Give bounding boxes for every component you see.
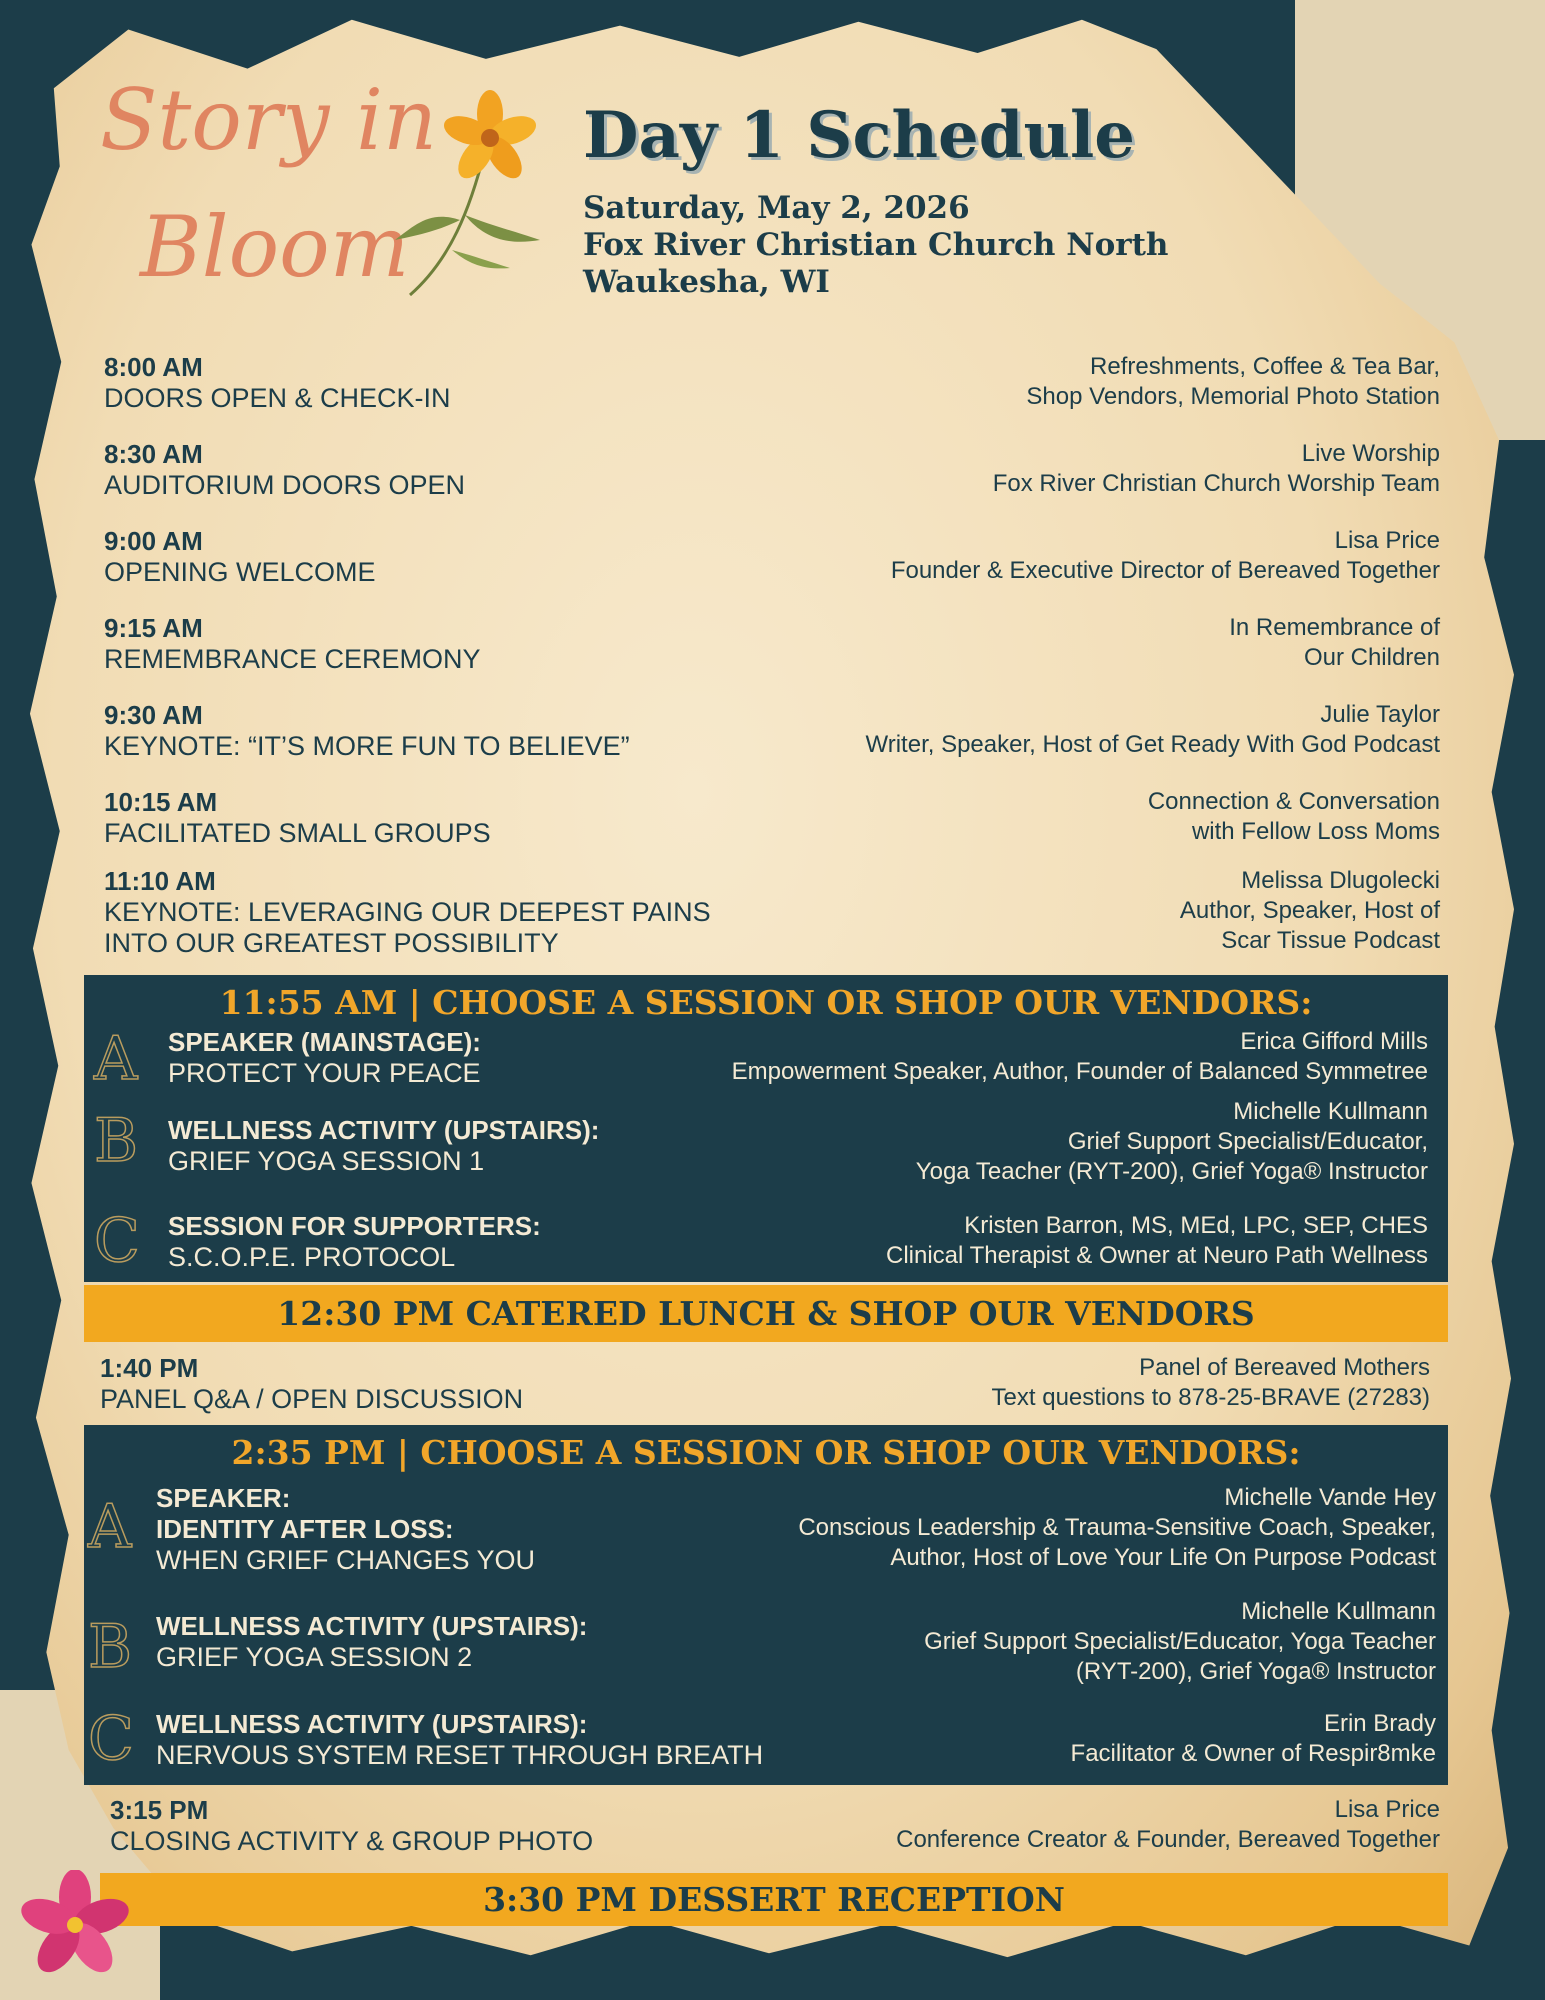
schedule-info: Julie Taylor [1320, 701, 1440, 728]
letter-a-icon: A [88, 1492, 132, 1562]
option-presenter: Grief Support Specialist/Educator, [1067, 1128, 1428, 1155]
option-subtitle: PROTECT YOUR PEACE [168, 1058, 481, 1088]
option-title: SPEAKER (MAINSTAGE): [168, 1027, 481, 1057]
schedule-event: INTO OUR GREATEST POSSIBILITY [104, 928, 559, 958]
option-subtitle: GRIEF YOGA SESSION 1 [168, 1146, 485, 1176]
schedule-time: 8:30 AM [104, 439, 203, 469]
schedule-info: Panel of Bereaved Mothers [1139, 1354, 1430, 1381]
option-subtitle: S.C.O.P.E. PROTOCOL [168, 1242, 456, 1272]
option-presenter: Yoga Teacher (RYT-200), Grief Yoga® Instructor [915, 1158, 1428, 1185]
schedule-event: KEYNOTE: “IT’S MORE FUN TO BELIEVE” [104, 731, 630, 761]
option-presenter: Erica Gifford Mills [1240, 1028, 1428, 1055]
schedule-info: Founder & Executive Director of Bereaved Together [890, 557, 1440, 584]
option-presenter: (RYT-200), Grief Yoga® Instructor [1075, 1658, 1436, 1685]
flower-icon [390, 90, 560, 300]
logo-text-line1: Story in [100, 71, 438, 169]
schedule-event: FACILITATED SMALL GROUPS [104, 818, 491, 848]
schedule-event: CLOSING ACTIVITY & GROUP PHOTO [110, 1826, 594, 1856]
schedule-info: Fox River Christian Church Worship Team [992, 470, 1440, 497]
option-presenter: Kristen Barron, MS, MEd, LPC, SEP, CHES [964, 1212, 1428, 1239]
session-heading: 11:55 AM | CHOOSE A SESSION OR SHOP OUR VENDORS: [219, 983, 1313, 1022]
option-title: WELLNESS ACTIVITY (UPSTAIRS): [156, 1709, 588, 1739]
event-date: Saturday, May 2, 2026 [583, 190, 970, 226]
schedule-info: Connection & Conversation [1147, 788, 1440, 815]
schedule-info: with Fellow Loss Moms [1191, 818, 1440, 845]
option-presenter: Author, Host of Love Your Life On Purpose Podcast [890, 1544, 1436, 1571]
dessert-banner: 3:30 PM DESSERT RECEPTION [100, 1873, 1448, 1926]
option-presenter: Michelle Kullmann [1233, 1098, 1428, 1125]
schedule-time: 3:15 PM [110, 1795, 209, 1825]
session-panel-1 [84, 975, 1448, 1282]
schedule-info: Writer, Speaker, Host of Get Ready With God Podcast [865, 731, 1440, 758]
option-presenter: Michelle Vande Hey [1224, 1484, 1436, 1511]
schedule-info: Lisa Price [1334, 1796, 1440, 1823]
letter-c-icon: C [88, 1704, 134, 1774]
lunch-banner: 12:30 PM CATERED LUNCH & SHOP OUR VENDORS [84, 1285, 1448, 1342]
pink-flower-icon [20, 1870, 130, 1980]
letter-c-icon: C [94, 1206, 140, 1276]
schedule-event: REMEMBRANCE CEREMONY [104, 644, 481, 674]
schedule-event: OPENING WELCOME [104, 557, 376, 587]
schedule-event: AUDITORIUM DOORS OPEN [104, 470, 466, 500]
schedule-time: 9:15 AM [104, 613, 203, 643]
session-panel-2 [84, 1425, 1448, 1785]
schedule-info: Our Children [1303, 644, 1440, 671]
letter-b-icon: B [94, 1106, 139, 1176]
option-title: SPEAKER: [156, 1483, 291, 1513]
schedule-time: 9:00 AM [104, 526, 203, 556]
schedule-info: Shop Vendors, Memorial Photo Station [1026, 383, 1440, 410]
option-presenter: Erin Brady [1323, 1710, 1436, 1737]
option-presenter: Facilitator & Owner of Respir8mke [1070, 1740, 1436, 1767]
schedule-info: Lisa Price [1334, 527, 1440, 554]
option-presenter: Michelle Kullmann [1241, 1598, 1436, 1625]
schedule-time: 8:00 AM [104, 352, 203, 382]
schedule-info: Scar Tissue Podcast [1221, 927, 1440, 954]
session-heading: 2:35 PM | CHOOSE A SESSION OR SHOP OUR VENDORS: [231, 1433, 1301, 1472]
option-title: IDENTITY AFTER LOSS: [156, 1514, 454, 1544]
logo-text-line2: Bloom [140, 198, 410, 296]
option-presenter: Clinical Therapist & Owner at Neuro Path Wellness [885, 1242, 1428, 1269]
schedule-info: Conference Creator & Founder, Bereaved Together [896, 1826, 1440, 1853]
option-subtitle: WHEN GRIEF CHANGES YOU [156, 1545, 536, 1575]
schedule-info: Live Worship [1301, 440, 1440, 467]
schedule-info: Author, Speaker, Host of [1179, 897, 1440, 924]
option-presenter: Conscious Leadership & Trauma-Sensitive Coach, Speaker, [798, 1514, 1436, 1541]
letter-b-icon: B [88, 1612, 133, 1682]
option-presenter: Grief Support Specialist/Educator, Yoga Teacher [924, 1628, 1436, 1655]
option-subtitle: GRIEF YOGA SESSION 2 [156, 1642, 473, 1672]
schedule-info: Melissa Dlugolecki [1241, 867, 1440, 894]
schedule-event: PANEL Q&A / OPEN DISCUSSION [100, 1384, 524, 1414]
option-presenter: Empowerment Speaker, Author, Founder of Balanced Symmetree [731, 1058, 1428, 1085]
schedule-info: Text questions to 878-25-BRAVE (27283) [991, 1384, 1430, 1411]
option-title: SESSION FOR SUPPORTERS: [168, 1211, 541, 1241]
schedule-time: 11:10 AM [104, 866, 216, 896]
event-venue: Fox River Christian Church North [583, 227, 1169, 263]
page-title: Day 1 Schedule [583, 98, 1135, 173]
schedule-event: KEYNOTE: LEVERAGING OUR DEEPEST PAINS [104, 897, 711, 927]
letter-a-icon: A [94, 1024, 138, 1094]
option-title: WELLNESS ACTIVITY (UPSTAIRS): [156, 1611, 588, 1641]
event-city: Waukesha, WI [583, 264, 830, 300]
option-subtitle: NERVOUS SYSTEM RESET THROUGH BREATH [156, 1740, 764, 1770]
schedule-time: 10:15 AM [104, 787, 218, 817]
schedule-time: 9:30 AM [104, 700, 203, 730]
schedule-info: Refreshments, Coffee & Tea Bar, [1090, 353, 1440, 380]
option-title: WELLNESS ACTIVITY (UPSTAIRS): [168, 1115, 600, 1145]
schedule-event: DOORS OPEN & CHECK-IN [104, 383, 451, 413]
schedule-info: In Remembrance of [1229, 614, 1440, 641]
schedule-time: 1:40 PM [100, 1353, 199, 1383]
